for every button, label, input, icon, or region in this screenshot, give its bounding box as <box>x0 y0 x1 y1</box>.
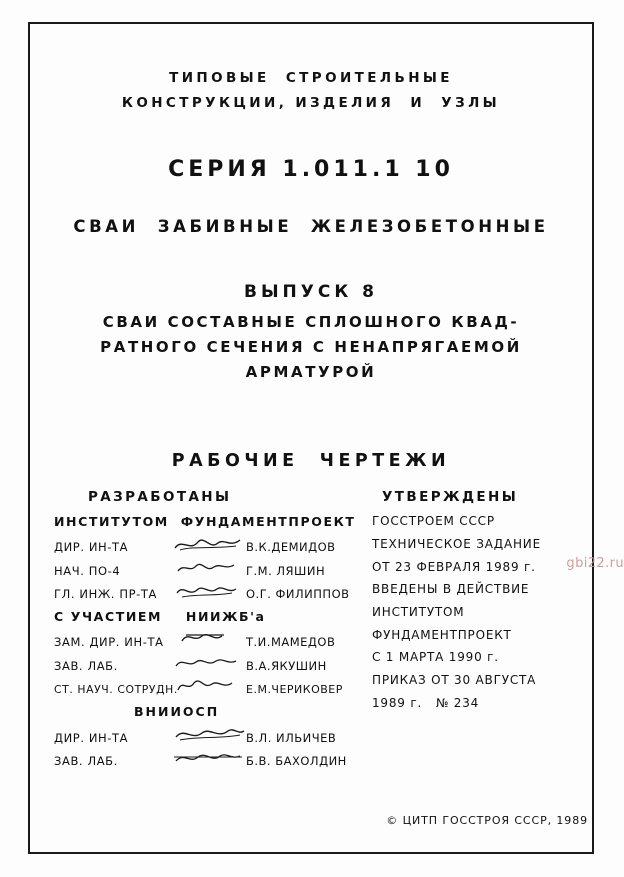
working-drawings-title: РАБОЧИЕ ЧЕРТЕЖИ <box>171 451 451 472</box>
developed-institute: ИНСТИТУТОМ ФУНДАМЕНТПРОЕКТ <box>54 514 356 530</box>
signature-name: Б.В. БАХОЛДИН <box>246 754 347 769</box>
approved-title: УТВЕРЖДЕНЫ <box>382 489 519 506</box>
credits-columns <box>54 489 568 776</box>
signature-name: Е.М.ЧЕРИКОВЕР <box>246 682 343 696</box>
watermark-text: gbi22.ru <box>566 556 624 571</box>
issue-description-line-3: АРМАТУРОЙ <box>245 362 377 381</box>
signature-row <box>54 633 354 649</box>
developed-column <box>54 489 354 776</box>
subject-title: СВАИ ЗАБИВНЫЕ ЖЕЛЕЗОБЕТОННЫЕ <box>73 217 549 237</box>
header-line-2: КОНСТРУКЦИИ, ИЗДЕЛИЯ И УЗЛЫ <box>121 94 501 111</box>
signature-scribble-icon <box>172 752 246 768</box>
signature-row <box>54 538 354 554</box>
issue-description-line-2: РАТНОГО СЕЧЕНИЯ С НЕНАПРЯГАЕМОЙ <box>100 337 522 356</box>
approved-line: ВВЕДЕНЫ В ДЕЙСТВИЕ <box>372 582 530 597</box>
signature-scribble-icon <box>172 680 246 696</box>
issue-number: ВЫПУСК 8 <box>243 281 379 302</box>
approved-line: ФУНДАМЕНТПРОЕКТ <box>372 627 512 642</box>
developed-title: РАЗРАБОТАНЫ <box>88 489 232 506</box>
approved-line: ПРИКАЗ ОТ 30 АВГУСТА <box>372 672 537 687</box>
signature-row <box>54 585 354 601</box>
approved-line: ТЕХНИЧЕСКОЕ ЗАДАНИЕ <box>372 536 541 551</box>
signature-scribble-icon <box>172 562 246 578</box>
signature-name: В.А.ЯКУШИН <box>246 658 327 673</box>
signature-role: ЗАВ. ЛАБ. <box>54 754 118 769</box>
signature-row <box>54 752 354 768</box>
approved-column <box>372 489 568 776</box>
signature-role: ГЛ. ИНЖ. ПР-ТА <box>54 587 157 602</box>
approved-line: С 1 МАРТА 1990 г. <box>372 650 499 665</box>
signature-name: О.Г. ФИЛИППОВ <box>246 587 350 602</box>
signature-role: ДИР. ИН-ТА <box>54 730 129 745</box>
organization-vniiosp: ВНИИОСП <box>134 703 220 719</box>
approved-line: ИНСТИТУТОМ <box>372 604 465 619</box>
participation-line: С УЧАСТИЕМ НИИЖБ'а <box>54 609 266 625</box>
signature-scribble-icon <box>172 538 246 554</box>
signature-role: НАЧ. ПО-4 <box>54 563 121 578</box>
signature-name: Г.М. ЛЯШИН <box>246 563 326 578</box>
signature-role: ЗАВ. ЛАБ. <box>54 658 118 673</box>
signature-scribble-icon <box>172 633 246 649</box>
title-sheet-content <box>28 22 594 854</box>
approved-line: ГОССТРОЕМ СССР <box>372 514 495 529</box>
signature-name: Т.И.МАМЕДОВ <box>246 635 336 650</box>
signature-row <box>54 729 354 745</box>
header-line-1: ТИПОВЫЕ СТРОИТЕЛЬНЫЕ <box>169 70 453 86</box>
signature-row <box>54 562 354 578</box>
issue-description-line-1: СВАИ СОСТАВНЫЕ СПЛОШНОГО КВАД- <box>102 313 520 332</box>
signature-role: ЗАМ. ДИР. ИН-ТА <box>54 635 164 650</box>
signature-scribble-icon <box>172 585 246 601</box>
series-number: СЕРИЯ 1.011.1 10 <box>168 156 454 182</box>
signature-scribble-icon <box>172 729 246 745</box>
approved-line: ОТ 23 ФЕВРАЛЯ 1989 г. <box>372 559 536 574</box>
signature-row <box>54 657 354 673</box>
signature-scribble-icon <box>172 657 246 673</box>
signature-name: В.К.ДЕМИДОВ <box>246 540 336 555</box>
signature-name: В.Л. ИЛЬИЧЕВ <box>246 730 337 745</box>
copyright-notice: © ЦИТП ГОССТРОЯ СССР, 1989 <box>386 814 588 827</box>
signature-role: СТ. НАУЧ. СОТРУДН. <box>54 682 178 696</box>
signature-row <box>54 680 354 696</box>
approved-line: 1989 г. № 234 <box>372 695 480 710</box>
signature-role: ДИР. ИН-ТА <box>54 540 129 555</box>
